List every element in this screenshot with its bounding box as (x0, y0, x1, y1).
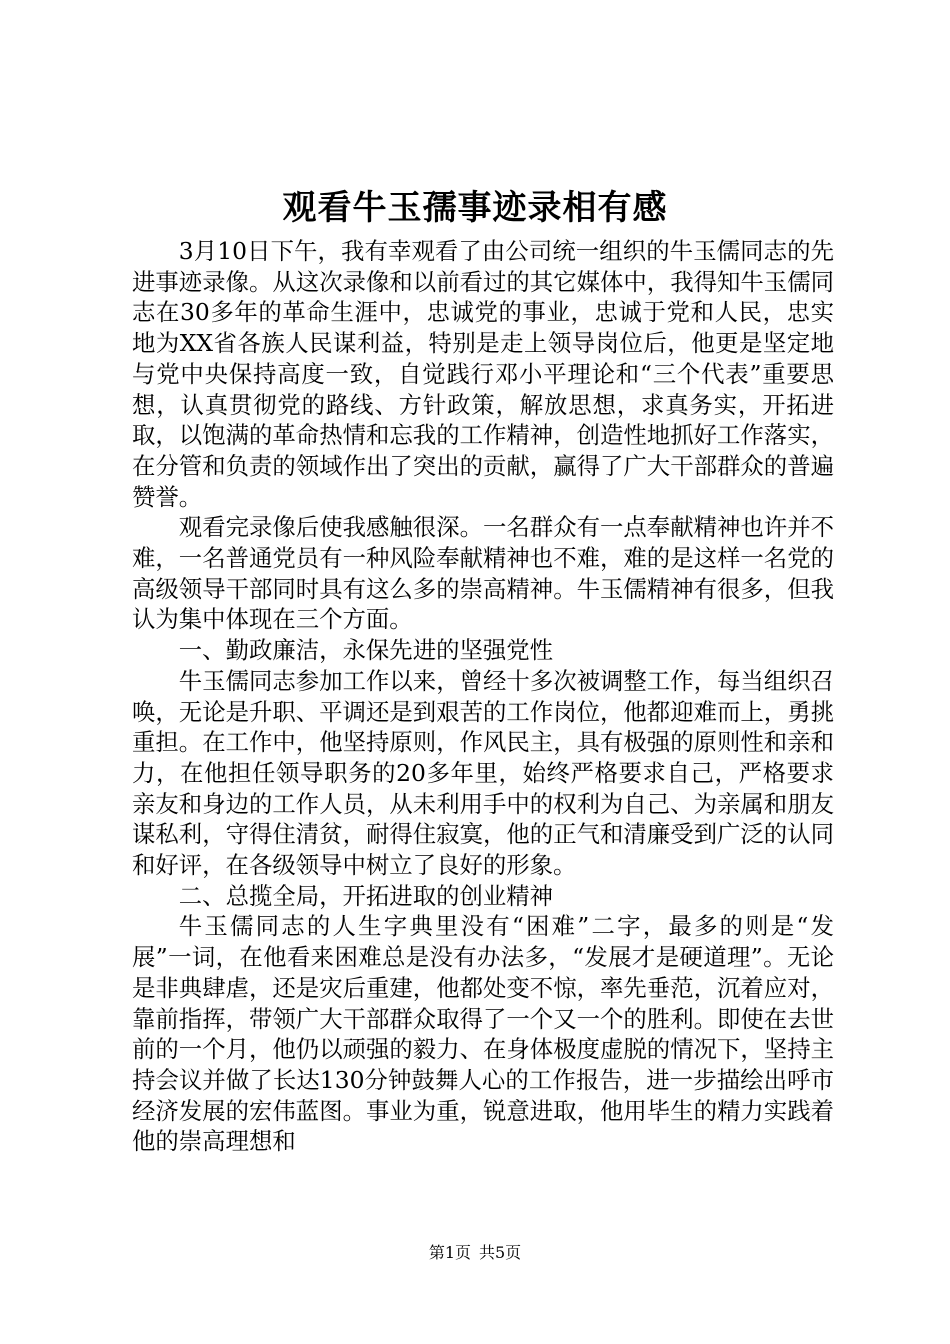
page-number: 第1页 (428, 1243, 471, 1262)
paragraph-intro: 3月10日下午，我有幸观看了由公司统一组织的牛玉儒同志的先进事迹录像。从这次录像和以前看过的其它媒体中，我得知牛玉儒同志在30多年的革命生涯中，忠诚党的事业，忠诚于党和人民，忠实地为XX省各族人民谋利益，特别是走上领导岗位后，他更是坚定地与党中央保持高度一致，自觉践行邓小平理论和“三个代表”重要思想，认真贯彻党的路线、方针政策，解放思想，求真务实，开拓进取，以饱满的革命热情和忘我的工作精神，创造性地抓好工作落实，在分管和负责的领域作出了突出的贡献，赢得了广大干部群众的普遍赞誉。 (132, 237, 834, 511)
page-footer (0, 1243, 950, 1263)
paragraph-section-2: 牛玉儒同志的人生字典里没有“困难”二字，最多的则是“发展”一词，在他看来困难总是没有办法多，“发展才是硬道理”。无论是非典肆虐，还是灾后重建，他都处变不惊，率先垂范，沉着应对，靠前指挥，带领广大干部群众取得了一个又一个的胜利。即使在去世前的一个月，他仍以顽强的毅力、在身体极度虚脱的情况下，坚持主持会议并做了长达130分钟鼓舞人心的工作报告，进一步描绘出呼市经济发展的宏伟蓝图。事业为重，锐意进取，他用毕生的精力实践着他的崇高理想和 (132, 912, 834, 1156)
paragraph-impression: 观看完录像后使我感触很深。一名群众有一点奉献精神也许并不难，一名普通党员有一种风险奉献精神也不难，难的是这样一名党的高级领导干部同时具有这么多的崇高精神。牛玉儒精神有很多，但我认为集中体现在三个方面。 (132, 513, 834, 634)
document-body (132, 236, 834, 1157)
document-title: 观看牛玉孺事迹录相有感 (282, 188, 668, 228)
paragraph-section-1: 牛玉儒同志参加工作以来，曾经十多次被调整工作，每当组织召唤，无论是升职、平调还是到艰苦的工作岗位，他都迎难而上，勇挑重担。在工作中，他坚持原则，作风民主，具有极强的原则性和亲和力，在他担任领导职务的20多年里，始终严格要求自己，严格要求亲友和身边的工作人员，从未利用手中的权利为自己、为亲属和朋友谋私利，守得住清贫，耐得住寂寞，他的正气和清廉受到广泛的认同和好评，在各级领导中树立了良好的形象。 (132, 666, 834, 880)
page-total: 共5页 (479, 1243, 522, 1262)
section-heading-2: 二、总揽全局，开拓进取的创业精神 (178, 881, 554, 910)
section-heading-1: 一、勤政廉洁，永保先进的坚强党性 (178, 636, 554, 665)
